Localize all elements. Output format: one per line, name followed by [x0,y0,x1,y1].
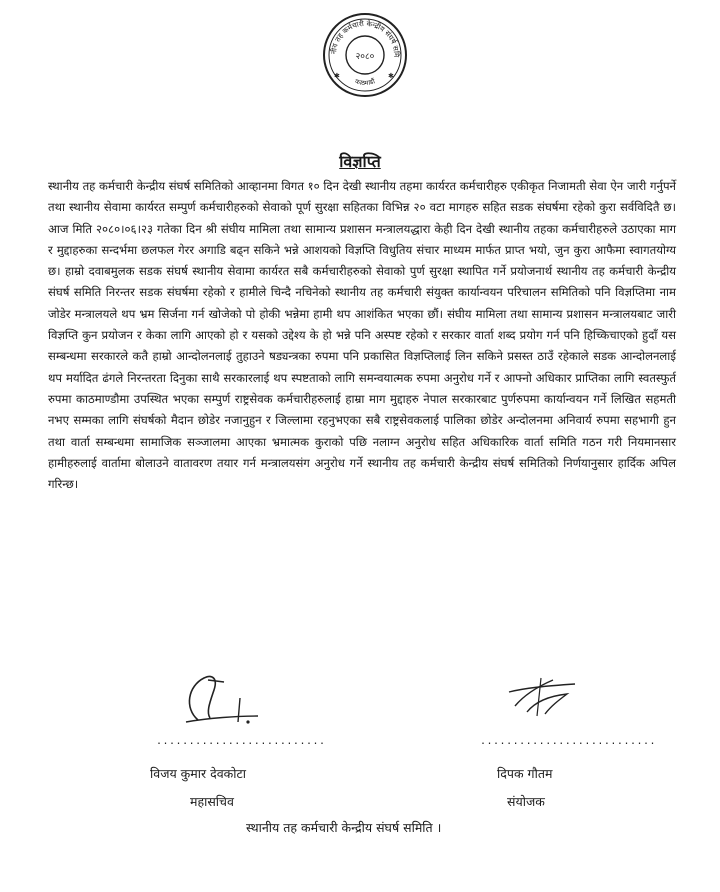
svg-text:काठमाडौं [354,77,376,87]
signatory-right-name: दिपक गौतम [497,766,553,781]
notice-body: स्थानीय तह कर्मचारी केन्द्रीय संघर्ष समितिको आव्हानमा विगत १० दिन देखी स्थानीय तहमा कार्यरत कर्मचारीहरु एकीकृत निजामती सेवा ऐन जारी गर्नुपर्ने तथा स्थानीय सेवामा कार्यरत सम्पुर्ण कर्मचारीहरुको सेवाको पूर्ण सुरक्षा सहितका विभिन्न २० वटा मागहरु सहित सडक संघर्षमा रहेको कुरा सर्वविदितै छ। आज मिति २०८०।०६।२३ गतेका दिन श्री संघीय मामिला तथा सामान्य प्रशासन मन्त्रालयद्धारा केही दिन देखी स्थानीय तहका कर्मचारीहरुले उठाएका माग र मुद्दाहरुका सन्दर्भमा छलफल गेरर अगाडि बढ्न सकिने भन्ने आशयको विज्ञप्ति विधुतिय संचार माध्यम मार्फत प्राप्त भयो, जुन कुरा आफैमा स्वागतयोग्य छ। हाम्रो दवाबमुलक सडक संघर्ष स्थानीय सेवामा कार्यरत सबै कर्मचारीहरुको सेवाको पुर्ण सुरक्षा स्थापित गर्ने प्रयोजनार्थ स्थानीय तह कर्मचारी केन्द्रीय संघर्ष समिति निरन्तर सडक संघर्षमा रहेको र हामीले चिन्दै नचिनेको स्थानीय तह कर्मचारी संयुक्त कार्यान्वयन परिचालन समितिको पनि विज्ञप्तिमा नाम जोडेर मन्त्रालयले थप भ्रम सिर्जना गर्न खोजेको पो होकी भन्नेमा हामी थप आशंकित भएका छौं। संघीय मामिला तथा सामान्य प्रशासन मन्त्रालयबाट जारी विज्ञप्ति कुन प्रयोजन र केका लागि आएको हो र यसको उद्देश्य के हो भन्ने पनि अस्पष्ट रहेको र सरकार वार्ता शब्द प्रयोग गर्न पनि हिच्किचाएको हुदाँ यस सम्बन्धमा सरकारले कतै हाम्रो आन्दोलनलाई तुहाउने षड्यन्त्रका रुपमा पनि प्रकासित विज्ञप्तिलाई लिन सकिने प्रसस्त ठाउँ रहेकाले सडक आन्दोलनलाई थप मर्यादित ढंगले निरन्तरता दिनुका साथै सरकारलाई थप स्पष्टताको लागि समन्वयात्मक रुपमा अनुरोध गर्ने र आफ्नो अधिकार प्राप्तिका लागि स्वतस्फुर्त रुपमा काठमाण्डौमा उपस्थित भएका सम्पुर्ण राष्ट्रसेवक कर्मचारीहरुलाई हाम्रा माग मुद्दाहरु नेपाल सरकारबाट पुर्णरुपमा कार्यान्वयन गर्ने लिखित सहमती नभए सम्मका लागि संघर्षको मैदान छोडेर नजानुहुन र जिल्लामा रहनुभएका सबै राष्ट्रसेवकलाई पालिका छोडेर अन्दोलनमा अनिवार्य रुपमा सहभागी हुन तथा वार्ता सम्बन्धमा सामाजिक सञ्जालमा आएका भ्रमात्मक कुराको पछि नलाग्न अनुरोध सहित अधिकारिक वार्ता समिति गठन गरी नियमानसार हामीहरुलाई वार्तामा बोलाउने वातावरण तयार गर्न मन्त्रालयसंग अनुरोध गर्ने स्थानीय तह कर्मचारी केन्द्रीय संघर्ष समितिको निर्णयानुसार हार्दिक अपिल गरिन्छ। [48,179,676,492]
seal-year: २०८० [355,52,375,62]
signature-right-mark [505,672,583,720]
committee-footer: स्थानीय तह कर्मचारी केन्द्रीय संघर्ष समिति । [246,820,442,835]
document-title: विज्ञप्ति [339,152,381,171]
signature-line-right: ........................... [480,736,657,747]
organization-seal [322,12,408,98]
signatory-right-role: संयोजक [507,794,545,809]
seal-text-top: नीय तह कर्मचारी केन्द्रीय संघर्ष समि [328,18,402,58]
signature-line-left: .......................... [156,736,326,747]
signatory-left-name: विजय कुमार देवकोटा [150,766,247,781]
signature-left-mark [178,668,278,732]
svg-text:✱: ✱ [334,72,340,80]
svg-text:✱: ✱ [388,72,394,80]
signatory-left-role: महासचिव [190,794,234,809]
seal-text-bottom: काठमाडौं [354,77,376,88]
